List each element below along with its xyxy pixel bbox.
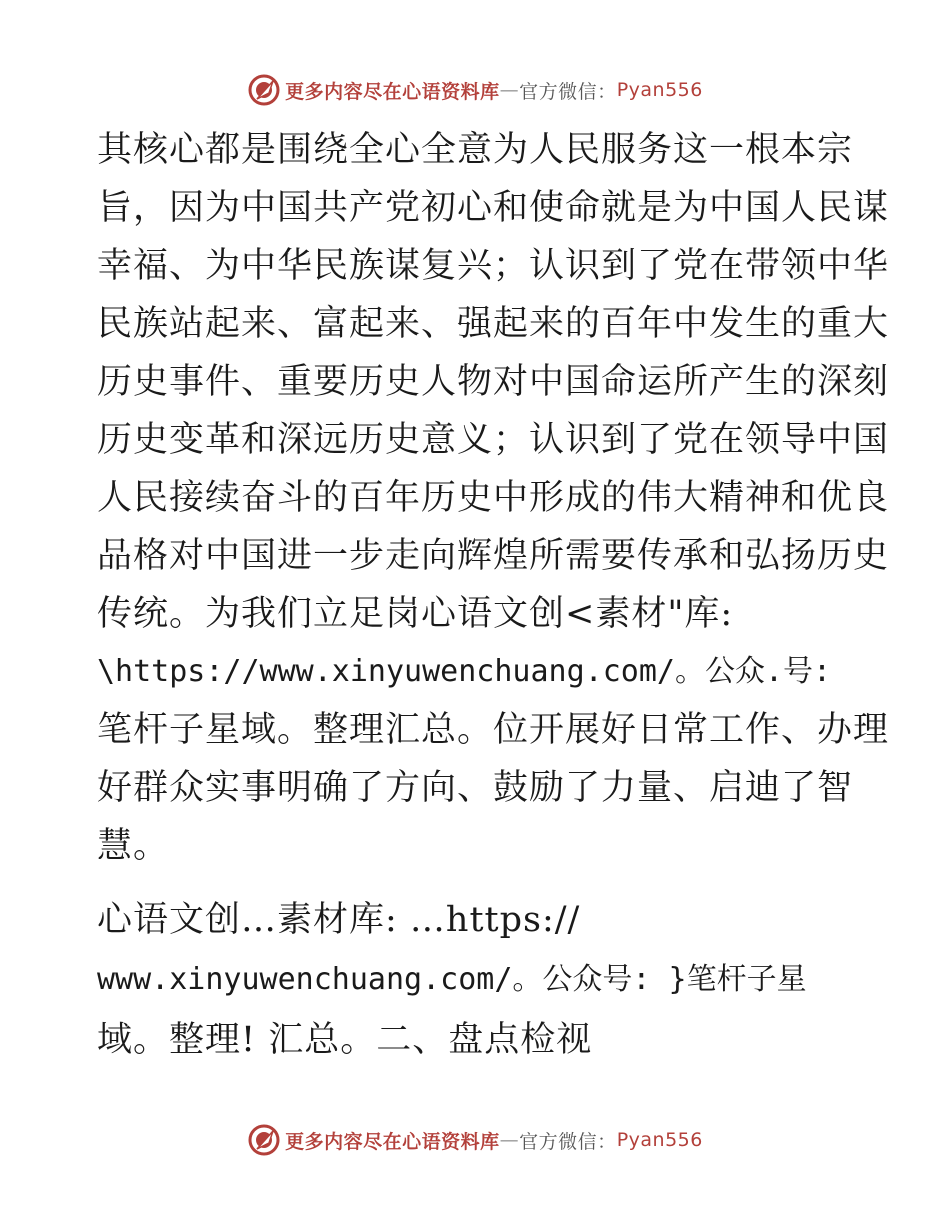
text-line: 品格对中国进一步走向辉煌所需要传承和弘扬历史 (97, 536, 890, 576)
quill-logo-icon (247, 73, 281, 107)
quill-logo-icon (247, 1123, 281, 1157)
wechat-id: Pyan556 (616, 79, 703, 101)
text-line: 其核心都是围绕全心全意为人民服务这一根本宗 (97, 130, 854, 170)
text-line: 域。整理! 汇总。二、盘点检视 (97, 1020, 593, 1060)
main-paragraph (97, 121, 890, 875)
watermark-dash: — (499, 79, 520, 101)
watermark-dash: — (499, 1129, 520, 1151)
wechat-id: Pyan556 (616, 1129, 703, 1151)
text-line: 笔杆子星域。整理汇总。位开展好日常工作、办理 (97, 710, 890, 750)
header-watermark (0, 70, 950, 110)
wechat-label: 官方微信： (519, 80, 617, 103)
url-line: \https://www.xinyuwenchuang.com/。公众.号: (97, 654, 832, 689)
text-line: 幸福、为中华民族谋复兴；认识到了党在带领中华 (97, 246, 890, 286)
watermark-text: 更多内容尽在心语资料库 (285, 80, 500, 103)
wechat-label: 官方微信： (519, 1130, 617, 1153)
text-line: 民族站起来、富起来、强起来的百年中发生的重大 (97, 304, 890, 344)
text-line: 旨，因为中国共产党初心和使命就是为中国人民谋 (97, 188, 890, 228)
second-paragraph (97, 890, 857, 1070)
text-line: 历史事件、重要历史人物对中国命运所产生的深刻 (97, 362, 890, 402)
text-line: 历史变革和深远历史意义；认识到了党在领导中国 (97, 420, 890, 460)
text-line: 好群众实事明确了方向、鼓励了力量、启迪了智 (97, 768, 854, 808)
text-line: 人民接续奋斗的百年历史中形成的伟大精神和优良 (97, 478, 890, 518)
text-line: 传统。为我们立足岗心语文创<素材"库: (97, 594, 734, 634)
footer-watermark (0, 1120, 950, 1160)
url-line: www.xinyuwenchuang.com/。公众号: }笔杆子星 (97, 962, 807, 997)
text-line: 慧。 (97, 826, 170, 866)
text-line: 心语文创…素材库: …https:// (97, 900, 581, 940)
watermark-text: 更多内容尽在心语资料库 (285, 1130, 500, 1153)
